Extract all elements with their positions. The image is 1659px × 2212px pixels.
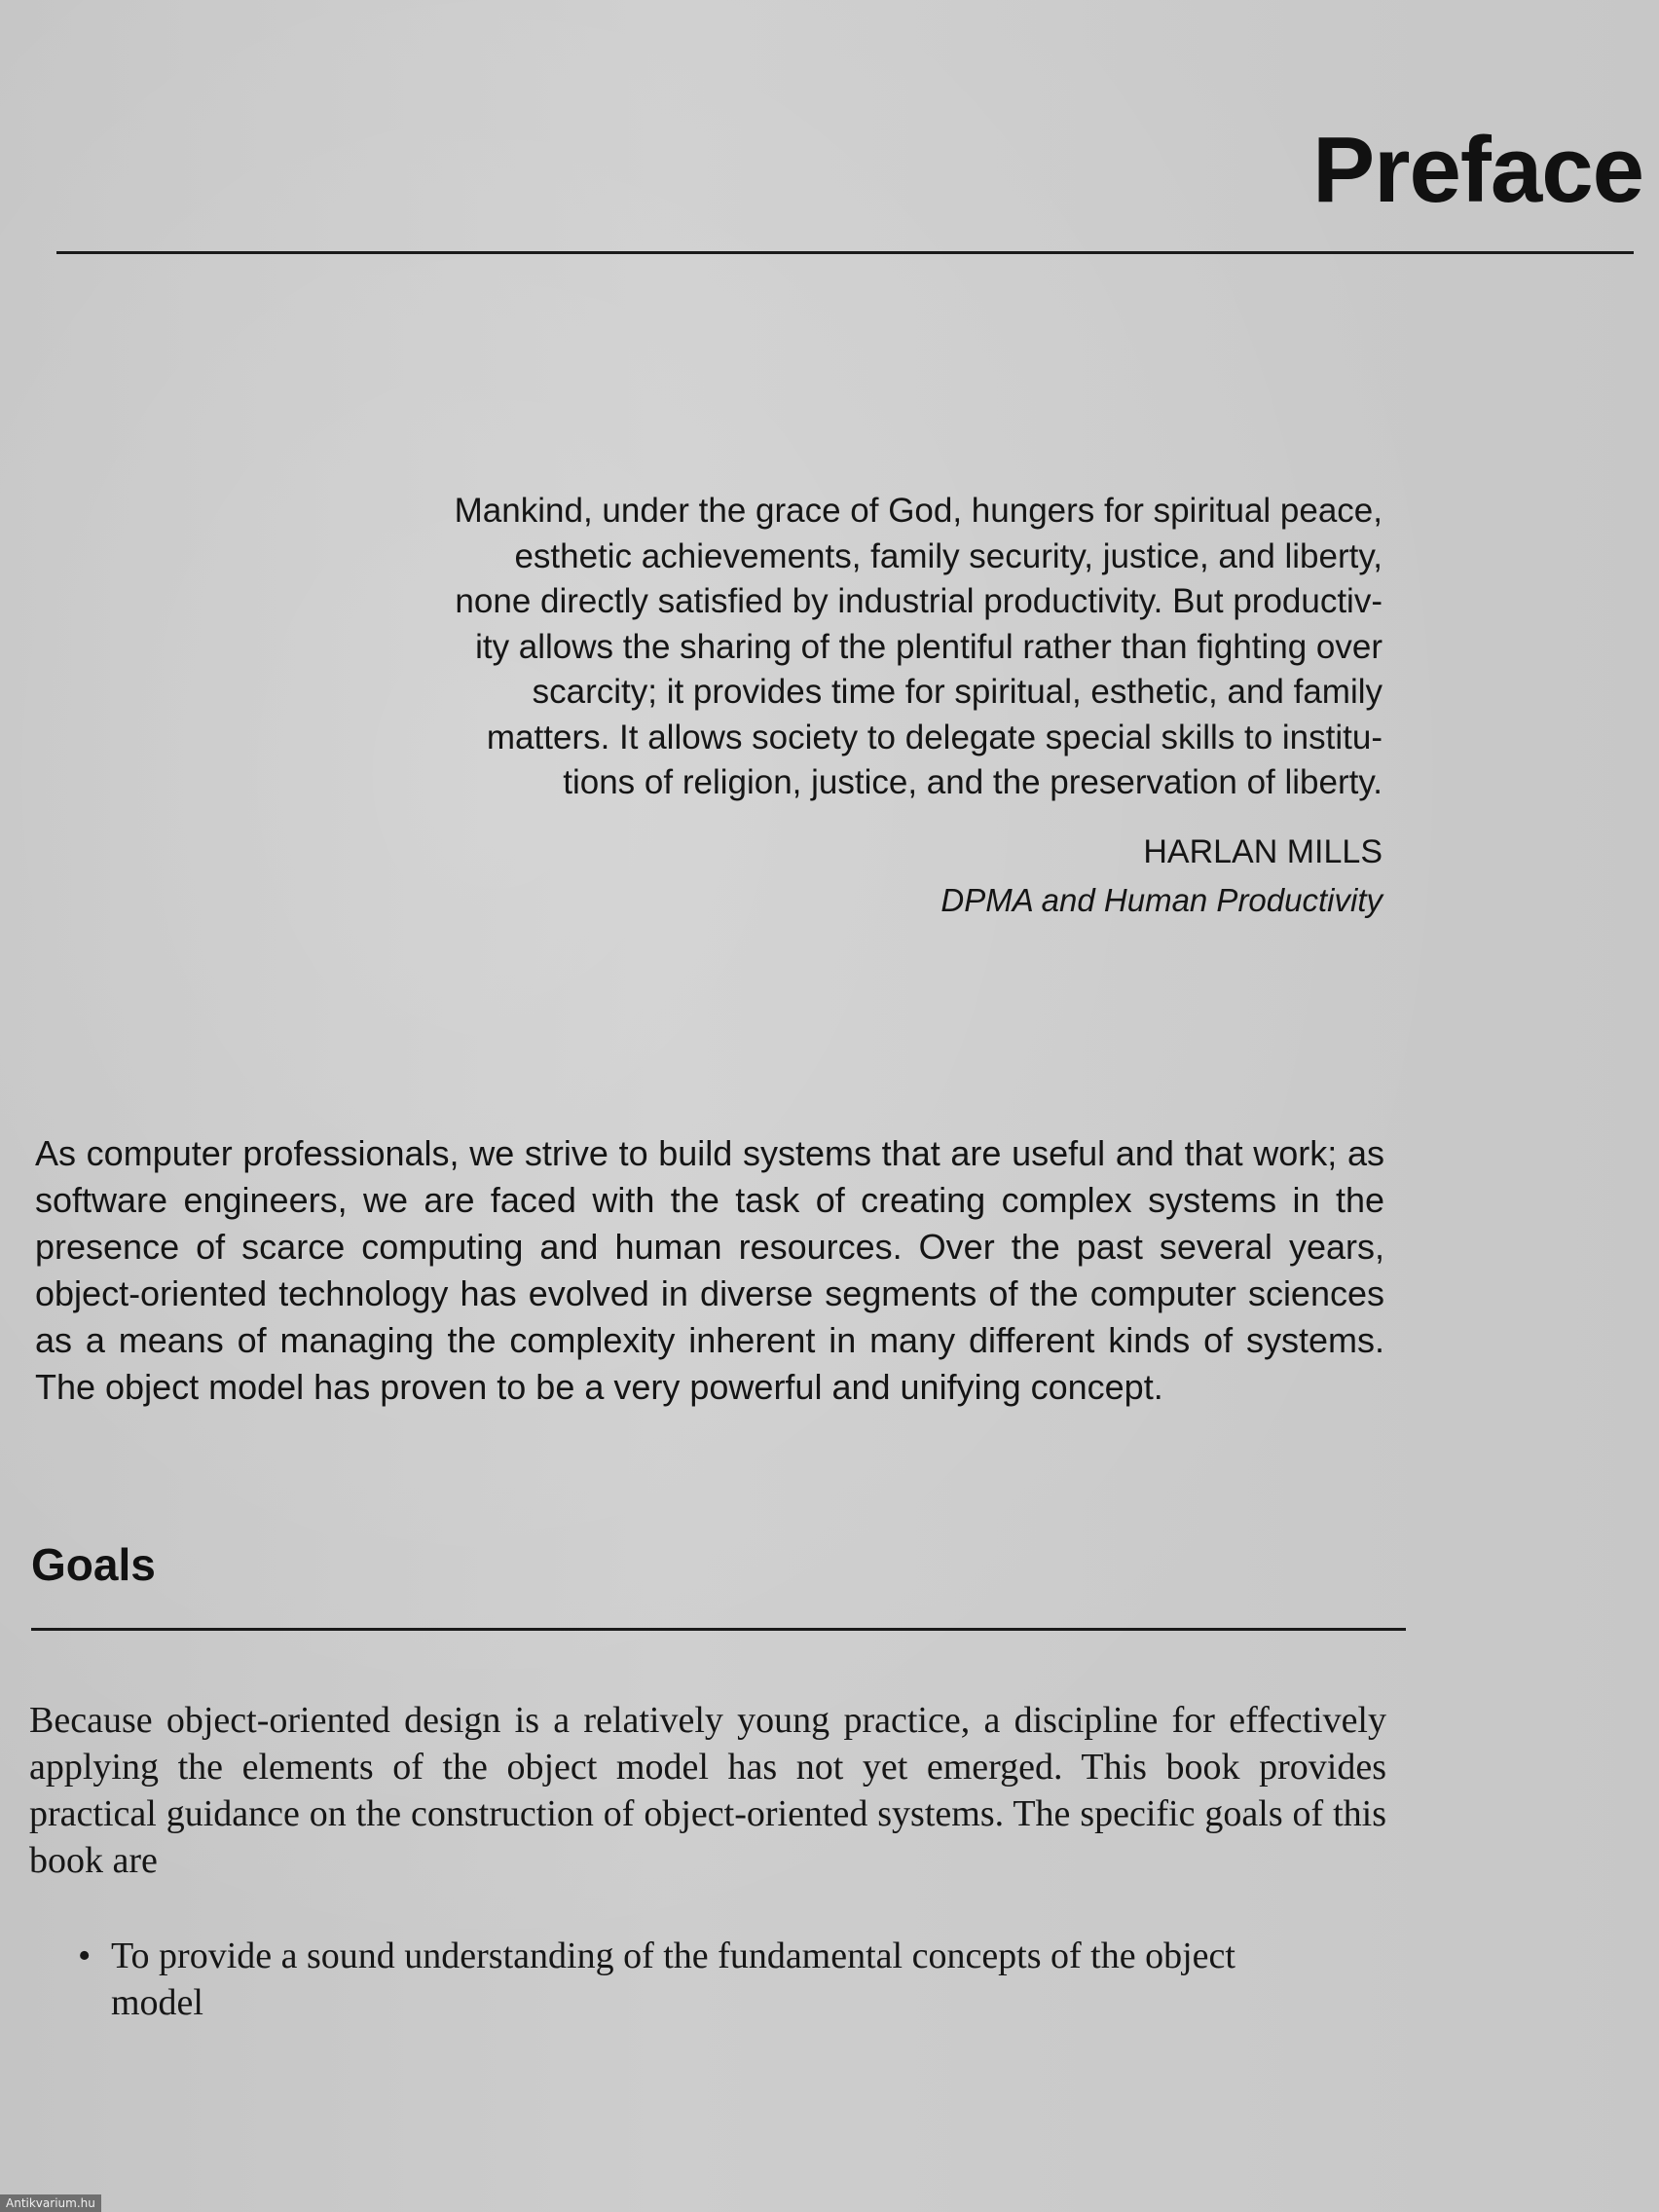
epigraph-source: DPMA and Human Productivity bbox=[940, 882, 1382, 918]
chapter-title: Preface bbox=[1312, 118, 1643, 222]
watermark: Antikvarium.hu bbox=[0, 2194, 101, 2212]
title-rule bbox=[56, 251, 1634, 254]
goals-list bbox=[78, 1933, 1295, 2026]
section-heading-goals: Goals bbox=[31, 1539, 156, 1590]
intro-paragraph: As computer professionals, we strive to build systems that are useful and that work; as software engineers, we are faced with the task of creating complex systems in the presence of scarce computing and human resources. Over the past several years, object-oriented technology has evolved in diverse segments of the computer sciences as a means of managing the complexity inherent in many different kinds of systems. The object model has proven to be a very powerful and unifying concept. bbox=[35, 1133, 1384, 1407]
epigraph-line: ity allows the sharing of the plentiful rather than fighting over bbox=[475, 627, 1382, 666]
epigraph-line: matters. It allows society to delegate special skills to institu- bbox=[486, 718, 1382, 756]
section-rule bbox=[31, 1628, 1406, 1631]
epigraph-line: esthetic achievements, family security, justice, and liberty, bbox=[514, 536, 1382, 575]
list-item-text: To provide a sound understanding of the fundamental concepts of the object model bbox=[111, 1936, 1235, 2023]
list-item bbox=[78, 1933, 1295, 2026]
epigraph-line: scarcity; it provides time for spiritual, esthetic, and family bbox=[532, 673, 1382, 711]
epigraph-author: HARLAN MILLS bbox=[1143, 833, 1382, 870]
epigraph-line: none directly satisfied by industrial productivity. But productiv- bbox=[455, 582, 1382, 620]
epigraph bbox=[321, 489, 1382, 806]
epigraph-line: tions of religion, justice, and the preservation of liberty. bbox=[563, 763, 1382, 801]
goals-paragraph: Because object-oriented design is a relatively young practice, a discipline for effectively applying the elements of the object model has not yet emerged. This book provides practical guidance on the construction of object-oriented systems. The specific goals of this book are bbox=[29, 1700, 1386, 1881]
bullet-icon: • bbox=[78, 1936, 92, 1976]
epigraph-line: Mankind, under the grace of God, hungers for spiritual peace, bbox=[454, 492, 1382, 530]
